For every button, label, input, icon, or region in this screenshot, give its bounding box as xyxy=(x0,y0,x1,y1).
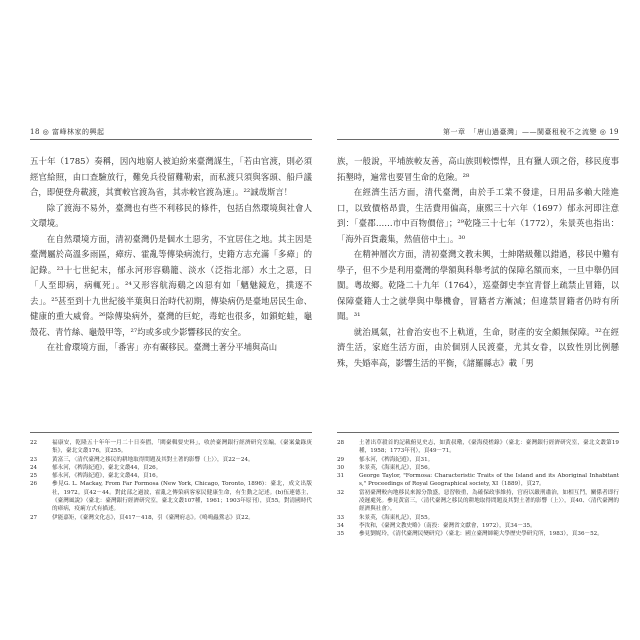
footnote-text: George Taylor, "Formosa: Characteristic Traits of the Island and its Aboriginal Inhabitants," Proceedings of Royal Geographical society, XI（1889），頁27。 xyxy=(359,473,619,488)
footnote-text: 參見劉妮玲，《清代臺灣民變研究》（臺北：國立臺灣師範大學歷史學研究所，1983），頁36－52。 xyxy=(359,531,603,538)
left-body-text xyxy=(30,154,312,422)
footnote xyxy=(337,522,619,530)
footnote xyxy=(337,514,619,522)
footnote xyxy=(30,472,312,480)
footnote-number: 32 xyxy=(337,489,345,496)
footnote-text: 朱景英，《海東札記》，頁56。 xyxy=(359,464,434,471)
footnote-text: 郁永河，《稗海紀遊》，臺北文叢44，頁26。 xyxy=(52,464,162,471)
footnote-text: 黃富三，〈清代臺灣之移民的耕地取得問題及其對土著的影響（上）〉，頁22－24。 xyxy=(52,456,254,463)
footnote-number: 23 xyxy=(30,456,38,463)
footnote-number: 30 xyxy=(337,464,345,471)
footnote-number: 31 xyxy=(337,473,345,480)
right-page xyxy=(337,127,619,538)
footnote-number: 25 xyxy=(30,473,38,480)
left-running-header: 18 ◎ 富峰林家的興起 xyxy=(30,128,105,136)
footnote xyxy=(337,439,619,456)
footnote xyxy=(30,456,312,464)
paragraph: 在經濟生活方面，清代臺灣，由於手工業不發達，日用品多賴大陸進口，以致價格昂貴，生活費用偏高，康熙三十六年（1697）郁永河即注意到：「臺郡……市中百物價倍」；²⁹乾隆三十七年（1772），朱景英也指出：「海外百貨叢集，然值倍中土」。³⁰ xyxy=(337,187,619,244)
footnote-number: 34 xyxy=(337,522,345,529)
footnote-number: 24 xyxy=(30,464,38,471)
left-page xyxy=(30,127,312,527)
right-footnote-rule xyxy=(337,432,619,433)
footnote-number: 26 xyxy=(30,481,38,488)
left-footnotes xyxy=(30,439,312,522)
footnote-number: 29 xyxy=(337,456,345,463)
footnote-text: 當初臺灣較內地移民來源分散盛，惡習較重，為確保政事維持，官府以嚴刑肅治，如相互鬥，關係者即行凌遲處死。參見黃富三，〈清代臺灣之移民的耕地取得問題及其對土著的影響（上）〉，頁40、〈清代臺灣的經濟與社會〉。 xyxy=(359,489,619,513)
right-footnotes xyxy=(337,439,619,539)
footnote-text: 伊能嘉矩，《臺灣文化志》，頁417－418，引《臺灣府志》。《鳴鳴蟲鶯志》頁22。 xyxy=(52,514,254,521)
footnote xyxy=(337,530,619,538)
footnote xyxy=(30,464,312,472)
footnote-text: 土著出草殺首的記載俯見史志，如黃叔璥，《臺海使槎錄》（臺北：臺灣銀行經濟研究室，臺北文叢第19種，1958；1773年刊），頁49－71。 xyxy=(359,440,619,455)
footnote xyxy=(337,464,619,472)
footnote-number: 22 xyxy=(30,440,38,446)
paragraph: 除了渡海不易外，臺灣也有些不利移民的條件，包括自然環境與社會人文環境。 xyxy=(30,202,312,228)
footnote xyxy=(337,489,619,514)
paragraph: 在自然環境方面，清初臺灣仍是個水土惡劣，不宜居住之地。其主因是臺灣屬於高溫多雨區，瘴疠、霍亂等傳染病流行，史籍方志充滿「多瘴」的記錄。²³十七世紀末，郁永河形容鷄籠、淡水（泛指北部）水土之惡，日「人至即病，病輒死」。²⁴又形容航海鷄之凶惡有如「魑魅鏡危，撲逐不去」。²⁵甚至到十九世紀後半葉與日治時代初期，傳染病仍是臺地居民生命、健康的重大威脅。²⁶除傳染病外，臺灣的巨蛇，毒蛇也很多，如鎖蛇蛙，龜殼花、青竹絲、龜殼甲等，²⁷均或多或少影響移民的安全。 xyxy=(30,233,312,337)
footnote xyxy=(30,514,312,522)
footnote xyxy=(337,472,619,489)
right-header-rule xyxy=(337,139,619,140)
right-running-header: 第一章 「唐山過臺灣」——閩臺租稅不之流變 ◎ 19 xyxy=(443,128,619,136)
footnote-text: 李汝和，《臺灣文教史略》（南投：臺灣省文獻會，1972），頁34－35。 xyxy=(359,522,536,529)
footnote-number: 27 xyxy=(30,514,38,521)
footnote-number: 35 xyxy=(337,531,345,538)
paragraph: 在精神層次方面，清初臺灣文教未興，士紳階級難以錯過，移民中難有學子，但不少是利用臺灣的學額與科舉考試的保障名額而來，一旦中舉仍回閩。粵故鄉。乾隆二十九年（1764），巡臺御史李宜青督上疏禁止冒籍，以保障臺籍人士之就學與中舉機會，冒籍者方漸減；但違禁冒籍者仍時有所聞。³¹ xyxy=(337,249,619,321)
footnote-text: 參見G. L. Mackay, From Far Formosa (New York, Chicago, Toronto, 1896)：臺北，成文出版社，1972。頁42－44。對此部之過波，霍亂之傳染病客家民健康生命，有生動之記述。(b)伍連德主，《臺灣風說》（臺北：臺灣銀行經濟研究室，臺北文叢107種，1961；1903年原刊），頁55。對清國時代的瘴病，疫痢方式有描述。 xyxy=(52,481,312,513)
footnote-text: 福康安，乾隆五十年年一月二十日奏摺，「閩臺輯要史料」，收於臺灣銀行經濟研究室編，《臺案彙錄庚集》，臺北文叢176，頁255。 xyxy=(52,440,312,455)
right-body-text xyxy=(337,154,619,422)
footnote xyxy=(337,456,619,464)
paragraph: 五十年（1785）奏稱，因內地窮人被迫紛來臺灣謀生，「若由官渡，則必須經官給照，由口查驗放行，難免兵役留難勒索，而私渡只須與客頭、船戶議合，即便登舟載渡，其實較官渡為省，其赤較官渡為速」。²²誠哉斯言！ xyxy=(30,156,312,197)
paragraph: 族，一般說，平埔族較友善，高山族則較慓悍，且有獵人頭之俗，移民度事拓墾時，遍常也要冒生命的危險。²⁸ xyxy=(337,156,619,182)
footnote-number: 28 xyxy=(337,440,345,446)
footnote-text: 郁永河，《稗海紀遊》，頁31。 xyxy=(359,456,434,463)
left-footnote-rule xyxy=(30,432,312,433)
footnote xyxy=(30,480,312,513)
paragraph: 就治風氣，社會治安也不上軌道，生命，財產的安全頗無保障。³²在經濟生活，家庭生活方面，由於個別人民渡臺，尤其女眷，以致性別比例懸殊，失婚率高，影響生活的平衡，《諸羅縣志》載「男 xyxy=(337,326,619,368)
footnote-number: 33 xyxy=(337,514,345,521)
left-header-rule xyxy=(30,139,312,140)
footnote-text: 郁永河，《稗海紀遊》，臺北文叢44，頁16。 xyxy=(52,473,162,480)
footnote xyxy=(30,439,312,456)
footnote-text: 朱景英，《海東札記》，頁55。 xyxy=(359,514,434,521)
paragraph: 在社會環境方面，「番害」亦有礙移民。臺灣土著分平埔與高山 xyxy=(46,342,278,352)
